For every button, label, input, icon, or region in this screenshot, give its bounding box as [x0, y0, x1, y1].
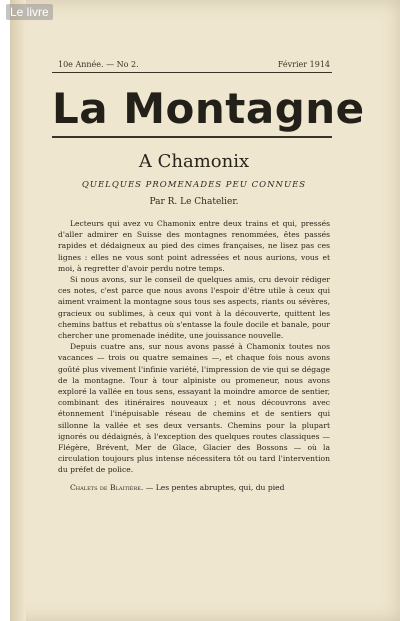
article-body [58, 218, 330, 493]
watermark-badge: Le livre [6, 4, 53, 20]
masthead-title: La Montagne [52, 84, 365, 133]
masthead-rule [52, 136, 332, 138]
section-paragraph [58, 482, 330, 493]
paragraph: Si nous avons, sur le conseil de quelques amis, cru devoir rédiger ces notes, c'est parce que nous avons l'espoir d'être utile à ceux qui aiment vraiment la montagne sous tous ses aspects, riants ou sévères, gracieux ou sublimes, à ceux qui vont à la découverte, quittent les chemins battus et rebattus où s'entasse la foule docile et banale, pour chercher une promenade inédite, une jouissance nouvelle. [58, 275, 330, 341]
issue-header [58, 60, 330, 69]
issue-number: 10e Année. — No 2. [58, 60, 139, 69]
article-subtitle: QUELQUES PROMENADES PEU CONNUES [81, 180, 307, 190]
section-heading: Chalets de Blaitière. [70, 482, 144, 492]
article-title: A Chamonix [138, 151, 250, 172]
header-rule [52, 72, 332, 73]
issue-date: Février 1914 [277, 60, 330, 69]
page-spine [10, 0, 26, 621]
article-byline: Par R. Le Chatelier. [149, 197, 239, 207]
paragraph: Depuis cuatre ans, sur nous avons passé à Chamonix toutes nos vacances — trois ou quatre semaines —, et chaque fois nous avons goûté plus vivement l'infinie variété, l'impression de vie qui se dégage de la montagne. Tour à tour alpiniste ou promeneur, nous avons exploré la vallée en tous sens, essayant la moindre amorce de sentier, combinant des itinéraires nouveaux ; et nous découvrons avec étonnement l'inépuisable réseau de chemins et de sentiers qui sillonne la vallée et ses deux versants. Chemins pour la plupart ignorés ou dédaignés, à l'exception des quelques routes classiques — Flégère, Brévent, Mer de Glace, Glacier des Bossons — où la circulation toujours plus intense nécessitera tôt ou tard l'intervention du préfet de police. [58, 342, 330, 475]
paragraph: Lecteurs qui avez vu Chamonix entre deux trains et qui, pressés d'aller admirer en Suisse des montagnes renommées, êtes passés rapides et dédaigneux au pied des cimes françaises, ne lisez pas ces lignes : elles ne vous sont point adressées et nous aurions, vous et moi, à regretter d'avoir perdu notre temps. [58, 219, 330, 273]
section-text: — Les pentes abruptes, qui, du pied [143, 482, 285, 492]
